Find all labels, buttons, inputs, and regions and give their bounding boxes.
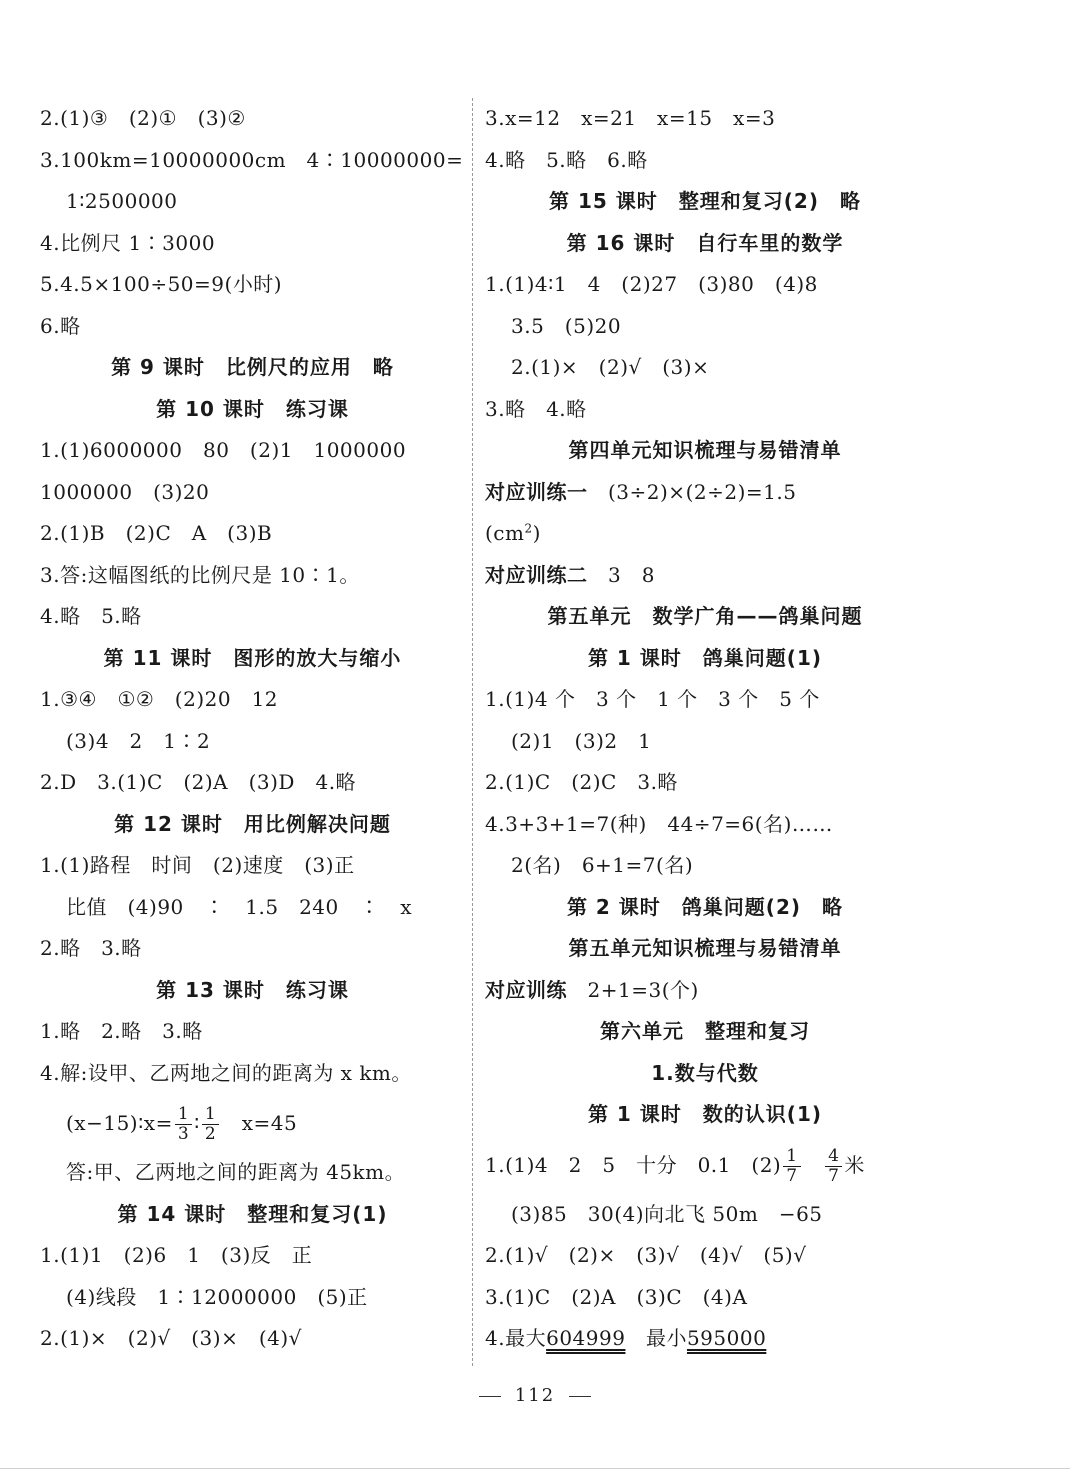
answer-line: 6.略 xyxy=(40,313,81,338)
answer-line: 比值 (4)90 ∶ 1.5 240 ∶ x xyxy=(66,894,413,919)
training-answer: (3÷2)×(2÷2)=1.5 xyxy=(587,479,797,504)
section-heading: 第六单元 整理和复习 xyxy=(600,1019,810,1043)
training-label: 对应训练二 xyxy=(485,562,588,587)
answer-line: 2.(1)B (2)C A (3)B xyxy=(40,521,273,545)
answer-line: 2.(1)③ (2)① (3)② xyxy=(40,106,246,130)
answer-line: 1∶2500000 xyxy=(66,189,178,213)
answer-line: 3.略 4.略 xyxy=(485,396,587,421)
max-value: 604999 xyxy=(546,1326,626,1350)
answer-line: (3)4 2 1∶2 xyxy=(66,728,211,753)
fraction-denominator: 7 xyxy=(828,1165,840,1186)
answer-line xyxy=(485,1318,925,1360)
answer-line: 3.x=12 x=21 x=15 x=3 xyxy=(485,106,776,130)
section-heading: 第 1 课时 数的认识(1) xyxy=(587,1102,823,1126)
answer-line: 1.③④ ①② (2)20 12 xyxy=(40,687,279,711)
answer-line: 2.(1)× (2)√ (3)× (4)√ xyxy=(40,1326,302,1350)
training-answer: 3 8 xyxy=(587,562,655,587)
section-heading: 第四单元知识梳理与易错清单 xyxy=(568,438,842,462)
section-heading: 第 11 课时 图形的放大与缩小 xyxy=(103,645,402,670)
section-heading: 第 14 课时 整理和复习(1) xyxy=(117,1201,388,1226)
footer-dash xyxy=(479,1396,501,1397)
answer-line xyxy=(485,1136,925,1194)
equation-text: (x−15)∶x= xyxy=(66,1111,173,1135)
unit-text: 米 xyxy=(844,1152,865,1177)
answer-line: 2.D 3.(1)C (2)A (3)D 4.略 xyxy=(40,770,357,794)
fraction-numerator: 1 xyxy=(202,1105,219,1125)
answer-line: (2)1 (3)2 1 xyxy=(511,728,652,753)
fraction-denominator: 2 xyxy=(204,1124,217,1144)
answer-line: 1.(1)路程 时间 (2)速度 (3)正 xyxy=(40,853,355,877)
section-heading: 第 10 课时 练习课 xyxy=(156,396,349,421)
section-heading: 第 16 课时 自行车里的数学 xyxy=(566,230,844,255)
section-heading: 1.数与代数 xyxy=(651,1060,759,1085)
answer-line: 2.略 3.略 xyxy=(40,936,142,960)
fraction-numerator: 1 xyxy=(175,1105,192,1125)
answer-line: 1.略 2.略 3.略 xyxy=(40,1019,203,1043)
training-line xyxy=(485,472,925,514)
answer-line: 5.4.5×100÷50=9(小时) xyxy=(40,272,283,296)
training-label: 对应训练一 xyxy=(485,479,588,504)
unit-close: ) xyxy=(532,521,541,545)
answer-line: 3.(1)C (2)A (3)C (4)A xyxy=(485,1284,748,1309)
fraction xyxy=(202,1105,219,1144)
fraction-numerator: 1 xyxy=(783,1147,800,1167)
section-heading: 第 9 课时 比例尺的应用 略 xyxy=(111,355,394,379)
training-label: 对应训练 xyxy=(485,977,567,1002)
training-line xyxy=(485,555,925,597)
section-heading: 第五单元 数学广角——鸽巢问题 xyxy=(547,604,863,628)
answer-line: 4.解:设甲、乙两地之间的距离为 x km。 xyxy=(40,1060,412,1085)
answer-line: 答:甲、乙两地之间的距离为 45km。 xyxy=(66,1160,406,1184)
answer-line: 4.略 5.略 6.略 xyxy=(485,147,648,172)
unit-exponent: 2 xyxy=(524,521,533,536)
training-answer: 2+1=3(个) xyxy=(567,977,699,1002)
unit-text: (cm xyxy=(485,521,525,545)
answer-text: 1.(1)4 2 5 十分 0.1 (2) xyxy=(485,1152,782,1177)
training-line xyxy=(485,970,925,1012)
answer-line: 3.100km=10000000cm 4∶10000000= xyxy=(40,147,464,172)
answer-line: 4.略 5.略 xyxy=(40,604,142,628)
answer-line xyxy=(485,513,925,555)
answer-line: 4.比例尺 1∶3000 xyxy=(40,230,216,255)
fraction xyxy=(825,1147,842,1186)
min-value: 595000 xyxy=(686,1326,767,1350)
ratio-colon: ∶ xyxy=(194,1111,200,1135)
right-column xyxy=(485,98,925,1360)
answer-text: 4.最大 xyxy=(485,1326,547,1350)
column-divider xyxy=(472,98,473,1366)
fraction xyxy=(783,1147,800,1186)
answer-line: 3.5 (5)20 xyxy=(511,313,622,338)
page-footer xyxy=(0,1385,1070,1406)
answer-line: 4.3+3+1=7(种) 44÷7=6(名)…… xyxy=(485,811,833,836)
fraction-numerator: 4 xyxy=(825,1147,842,1167)
answer-line: 1.(1)6000000 80 (2)1 1000000 xyxy=(40,438,407,462)
answer-line: 2.(1)C (2)C 3.略 xyxy=(485,770,678,794)
answer-line: 2.(1)× (2)√ (3)× xyxy=(511,355,710,379)
answer-line: 1000000 (3)20 xyxy=(40,479,210,504)
section-heading: 第 15 课时 整理和复习(2) 略 xyxy=(549,189,861,213)
answer-line: 1.(1)1 (2)6 1 (3)反 正 xyxy=(40,1243,313,1267)
fraction-denominator: 3 xyxy=(177,1124,190,1144)
scan-edge xyxy=(0,1468,1070,1469)
left-column xyxy=(40,98,465,1360)
section-heading: 第 1 课时 鸽巢问题(1) xyxy=(587,645,823,670)
section-heading: 第 13 课时 练习课 xyxy=(156,977,349,1002)
equation-result: x=45 xyxy=(221,1111,298,1135)
footer-dash xyxy=(569,1396,591,1397)
section-heading: 第 2 课时 鸽巢问题(2) 略 xyxy=(566,894,844,919)
fraction xyxy=(175,1105,192,1144)
answer-line: (3)85 30(4)向北飞 50m −65 xyxy=(511,1201,823,1226)
answer-line: 1.(1)4 个 3 个 1 个 3 个 5 个 xyxy=(485,687,820,711)
fraction-denominator: 7 xyxy=(786,1165,798,1186)
answer-line: 3.答:这幅图纸的比例尺是 10∶1。 xyxy=(40,562,360,587)
answer-line: (4)线段 1∶12000000 (5)正 xyxy=(66,1284,368,1309)
answer-line: 2(名) 6+1=7(名) xyxy=(511,853,694,877)
page-number: 112 xyxy=(514,1385,556,1406)
equation-line xyxy=(40,1094,465,1152)
section-heading: 第五单元知识梳理与易错清单 xyxy=(568,936,842,960)
answer-text: 最小 xyxy=(625,1326,687,1350)
section-heading: 第 12 课时 用比例解决问题 xyxy=(114,811,391,836)
answer-line: 2.(1)√ (2)× (3)√ (4)√ (5)√ xyxy=(485,1243,807,1267)
answer-line: 1.(1)4∶1 4 (2)27 (3)80 (4)8 xyxy=(485,272,818,296)
